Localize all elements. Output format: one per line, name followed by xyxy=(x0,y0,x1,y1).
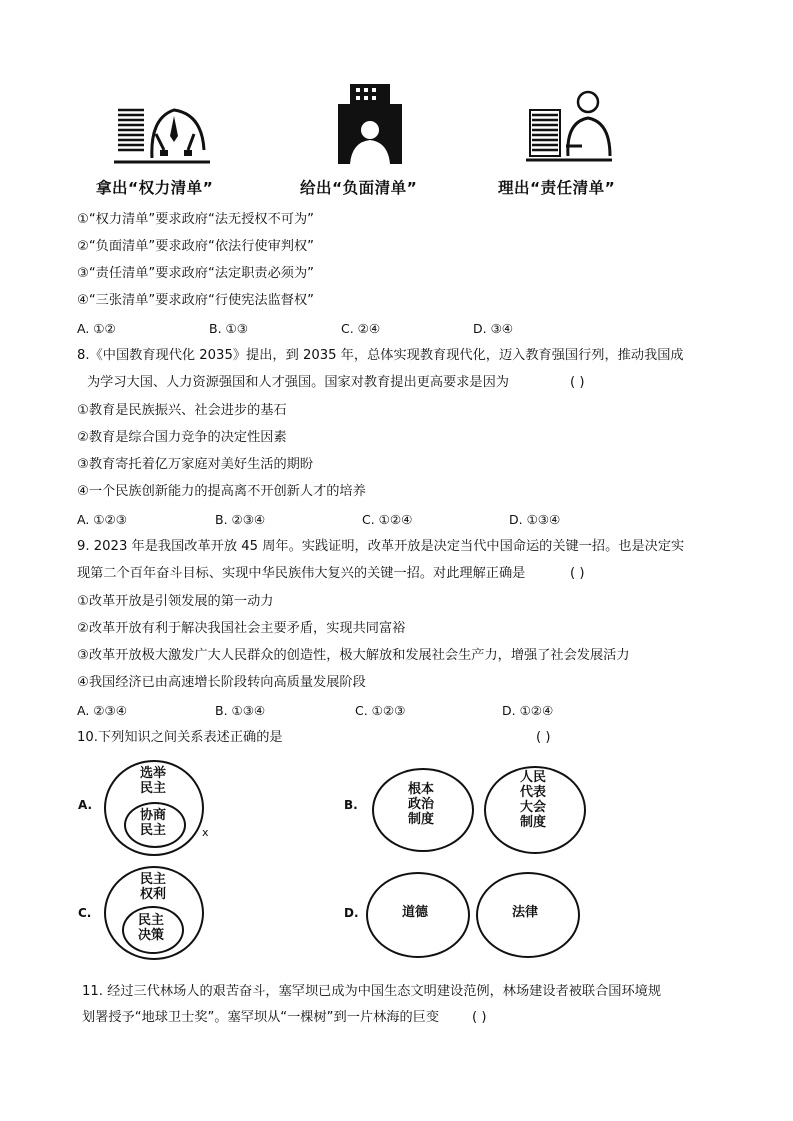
diagram-a-mark: x xyxy=(202,826,209,839)
q9-option-d[interactable]: D. ①②④ xyxy=(502,703,554,718)
q9-stem-line2: 现第二个百年奋斗目标、实现中华民族伟大复兴的关键一招。对此理解正确是 xyxy=(77,566,526,581)
q8-option-c[interactable]: C. ①②④ xyxy=(362,512,413,527)
diagram-a-inner-label: 协商 民主 xyxy=(139,808,166,838)
q9-option-b[interactable]: B. ①③④ xyxy=(215,703,266,718)
diagram-c-inner-label: 民主 决策 xyxy=(137,913,164,943)
q8-statement-4: ④一个民族创新能力的提高离不开创新人才的培养 xyxy=(77,484,366,499)
q11-answer-bracket[interactable]: ( ) xyxy=(472,1010,487,1025)
diagram-a-outer-label: 选举 民主 xyxy=(139,766,166,796)
q8-stem-line2: 为学习大国、人力资源强国和人才强国。国家对教育提出更高要求是因为 xyxy=(87,375,509,390)
diagram-d-left-label: 道德 xyxy=(401,905,428,920)
q9-statement-3: ③改革开放极大激发广大人民群众的创造性，极大解放和发展社会生产力，增强了社会发展活力 xyxy=(77,648,630,663)
q8-statement-1: ①教育是民族振兴、社会进步的基石 xyxy=(77,403,287,418)
diagram-c-letter: C. xyxy=(78,906,92,920)
q9-statement-2: ②改革开放有利于解决我国社会主要矛盾，实现共同富裕 xyxy=(77,621,406,636)
q8-option-b[interactable]: B. ②③④ xyxy=(215,512,266,527)
diagram-d-right-label: 法律 xyxy=(511,905,538,920)
caption-power-list: 拿出“权力清单” xyxy=(96,179,214,197)
diagram-c-outer-label: 民主 权利 xyxy=(139,872,166,902)
q7-option-d[interactable]: D. ③④ xyxy=(473,321,513,336)
q10-diagram-d[interactable] xyxy=(344,868,614,960)
q9-option-c[interactable]: C. ①②③ xyxy=(355,703,406,718)
q9-stem-line1: 9. 2023 年是我国改革开放 45 周年。实践证明，改革开放是决定当代中国命运的关键一招。也是决定实 xyxy=(77,539,685,554)
q7-statement-3: ③“责任清单”要求政府“法定职责必须为” xyxy=(77,266,314,281)
caption-responsibility-list: 理出“责任清单” xyxy=(498,179,616,197)
q10-diagram-b[interactable] xyxy=(344,760,614,860)
q8-option-a[interactable]: A. ①②③ xyxy=(77,512,127,527)
q9-option-a[interactable]: A. ②③④ xyxy=(77,703,127,718)
q7-option-b[interactable]: B. ①③ xyxy=(209,321,248,336)
figure-responsibility-list xyxy=(524,88,614,168)
q11-stem-line1: 11. 经过三代林场人的艰苦奋斗，塞罕坝已成为中国生态文明建设范例，林场建设者被联合国环境规 xyxy=(82,984,662,999)
diagram-b-right-label: 人民 代表 大会 制度 xyxy=(519,770,546,830)
figure-negative-list xyxy=(334,80,406,168)
q10-answer-bracket[interactable]: ( ) xyxy=(536,730,551,745)
q8-statement-3: ③教育寄托着亿万家庭对美好生活的期盼 xyxy=(77,457,314,472)
q11-stem-line2: 划署授予“地球卫士奖”。塞罕坝从“一棵树”到一片林海的巨变 xyxy=(82,1010,440,1025)
q7-statement-1: ①“权力清单”要求政府“法无授权不可为” xyxy=(77,212,314,227)
q7-option-c[interactable]: C. ②④ xyxy=(341,321,381,336)
diagram-d-letter: D. xyxy=(344,906,359,920)
q7-statement-4: ④“三张清单”要求政府“行使宪法监督权” xyxy=(77,293,314,308)
q7-statement-2: ②“负面清单”要求政府“依法行使审判权” xyxy=(77,239,314,254)
q10-stem: 10.下列知识之间关系表述正确的是 xyxy=(77,730,283,745)
q10-diagram-c[interactable] xyxy=(78,862,238,962)
q9-statement-1: ①改革开放是引领发展的第一动力 xyxy=(77,594,274,609)
caption-negative-list: 给出“负面清单” xyxy=(300,179,418,197)
figure-power-list xyxy=(112,88,212,168)
q10-diagram-a[interactable] xyxy=(78,758,238,858)
q8-option-d[interactable]: D. ①③④ xyxy=(509,512,561,527)
q9-statement-4: ④我国经济已由高速增长阶段转向高质量发展阶段 xyxy=(77,675,366,690)
q8-statement-2: ②教育是综合国力竞争的决定性因素 xyxy=(77,430,287,445)
q8-answer-bracket[interactable]: ( ) xyxy=(570,375,585,390)
q8-stem-line1: 8.《中国教育现代化 2035》提出，到 2035 年，总体实现教育现代化，迈入教育强国行列，推动我国成 xyxy=(77,348,684,363)
diagram-b-left-label: 根本 政治 制度 xyxy=(407,782,434,827)
diagram-a-letter: A. xyxy=(78,798,93,812)
q9-answer-bracket[interactable]: ( ) xyxy=(570,566,585,581)
diagram-b-letter: B. xyxy=(344,798,358,812)
q7-option-a[interactable]: A. ①② xyxy=(77,321,116,336)
